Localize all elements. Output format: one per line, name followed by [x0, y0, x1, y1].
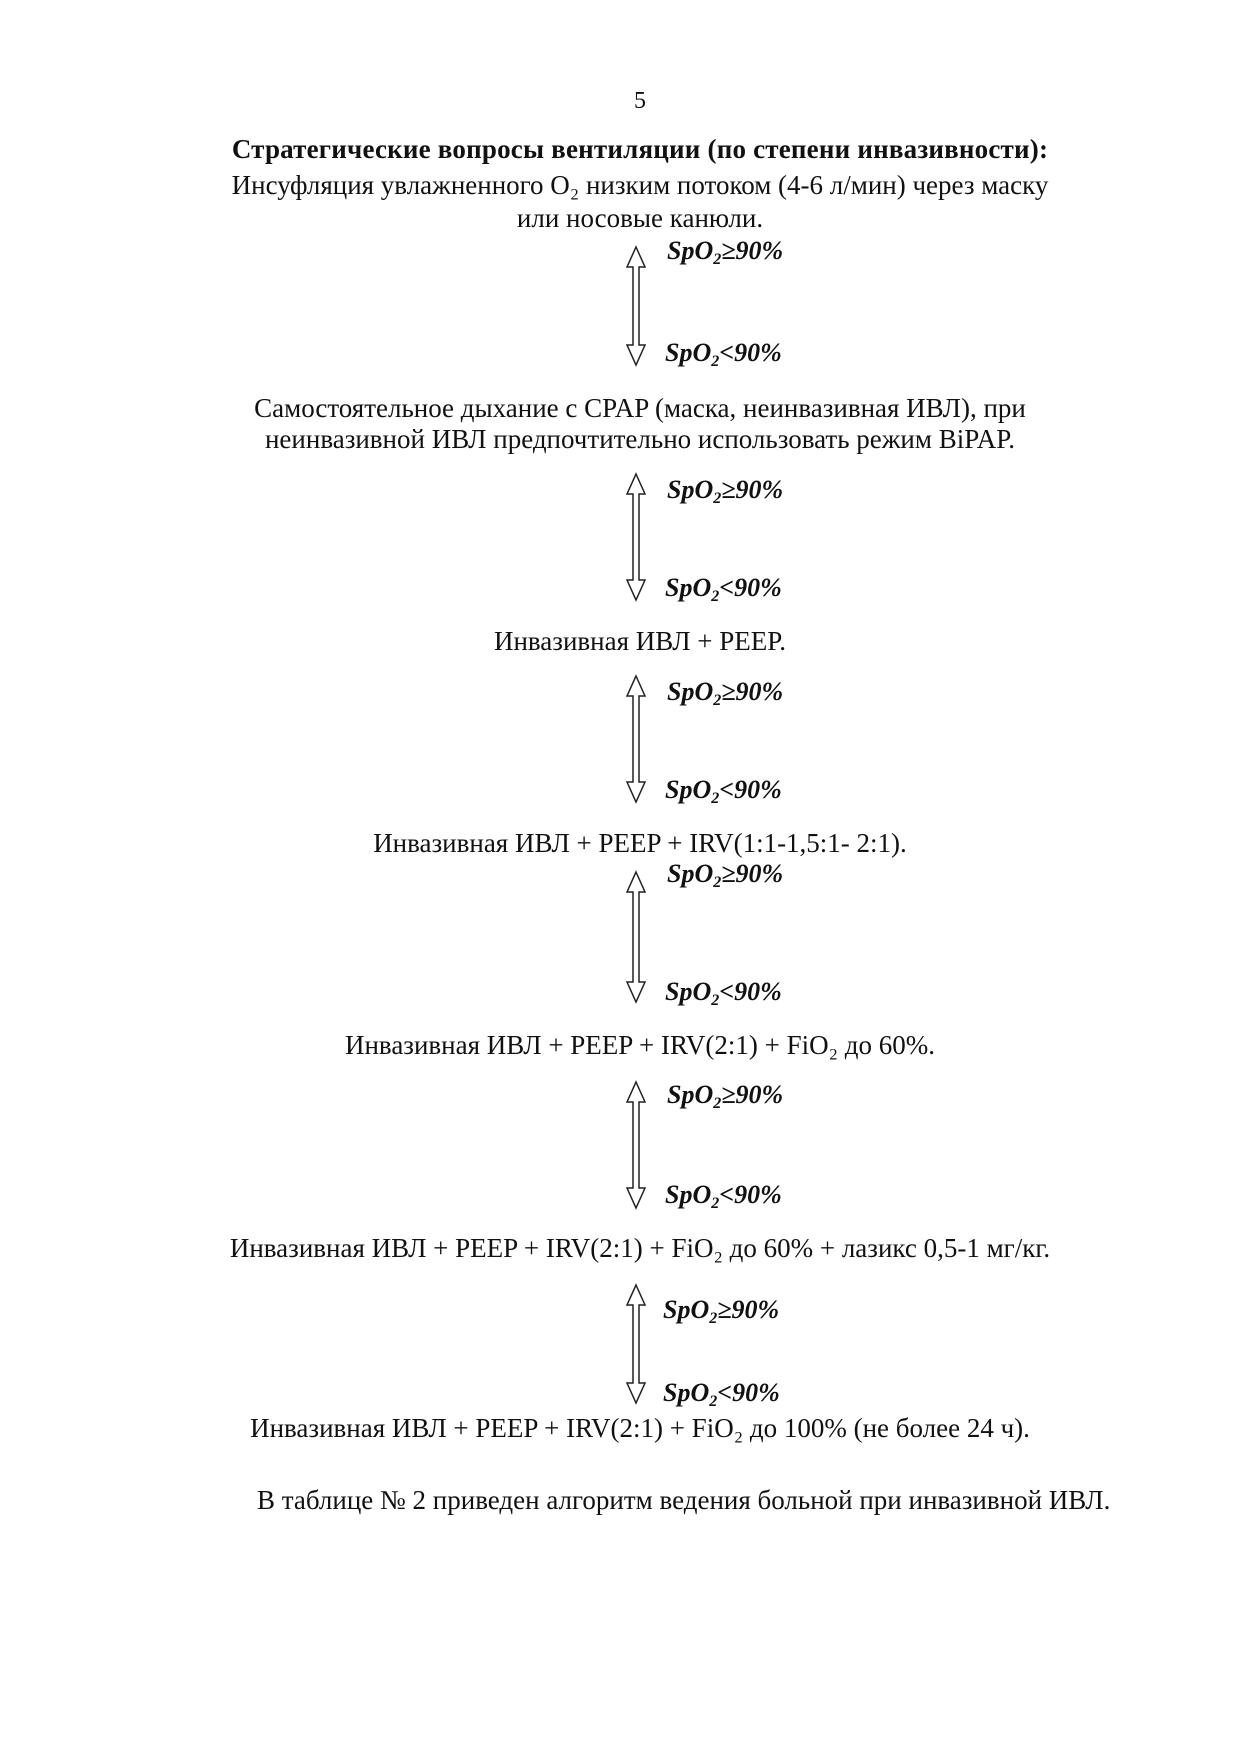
- double-arrow-icon: [625, 1080, 647, 1210]
- condition-spo2-lt-90: SpO$_2$<90%: [665, 977, 782, 1009]
- body-paragraph: В таблице № 2 приведен алгоритм ведения больной при инвазивной ИВЛ.: [257, 1485, 1111, 1515]
- step-3: Инвазивная ИВЛ + PEEP.: [493, 626, 787, 656]
- condition-spo2-lt-90: SpO$_2$<90%: [665, 1180, 782, 1212]
- condition-spo2-ge-90: SpO$_2$≥90%: [667, 475, 784, 507]
- step-2-line-1: Самостоятельное дыхание с CPAP (маска, неинвазивная ИВЛ), при: [254, 393, 1026, 423]
- condition-spo2-lt-90: SpO$_2$<90%: [665, 775, 782, 807]
- step-6: Инвазивная ИВЛ + PEEP + IRV(2:1) + FiO₂ до 60% + лазикс 0,5-1 мг/кг.: [229, 1233, 1051, 1263]
- condition-spo2-ge-90: SpO$_2$≥90%: [667, 1080, 784, 1112]
- section-heading: Стратегические вопросы вентиляции (по степени инвазивности):: [231, 134, 1049, 164]
- double-arrow-icon: [625, 245, 647, 367]
- condition-spo2-ge-90: SpO$_2$≥90%: [667, 677, 784, 709]
- step-4: Инвазивная ИВЛ + PEEP + IRV(1:1-1,5:1- 2:1).: [373, 828, 907, 858]
- double-arrow-icon: [625, 472, 647, 602]
- step-1-line-1: Инсуфляция увлажненного O₂ низким потоком (4-6 л/мин) через маску: [231, 170, 1049, 200]
- step-2-line-2: неинвазивной ИВЛ предпочтительно использовать режим BiPAP.: [264, 424, 1016, 454]
- condition-spo2-lt-90: SpO$_2$<90%: [665, 573, 782, 605]
- condition-spo2-ge-90: SpO$_2$≥90%: [663, 1295, 780, 1327]
- condition-spo2-ge-90: SpO$_2$≥90%: [667, 859, 784, 891]
- double-arrow-icon: [625, 870, 647, 1004]
- step-7: Инвазивная ИВЛ + PEEP + IRV(2:1) + FiO₂ до 100% (не более 24 ч).: [250, 1413, 1030, 1443]
- step-1-line-2: или носовые канюли.: [516, 203, 764, 233]
- page-number: 5: [634, 88, 646, 114]
- double-arrow-icon: [625, 674, 647, 804]
- condition-spo2-lt-90: SpO$_2$<90%: [663, 1378, 780, 1410]
- step-5: Инвазивная ИВЛ + PEEP + IRV(2:1) + FiO₂ до 60%.: [344, 1030, 935, 1060]
- condition-spo2-lt-90: SpO$_2$<90%: [665, 338, 782, 370]
- condition-spo2-ge-90: SpO$_2$≥90%: [667, 236, 784, 268]
- double-arrow-icon: [625, 1283, 647, 1405]
